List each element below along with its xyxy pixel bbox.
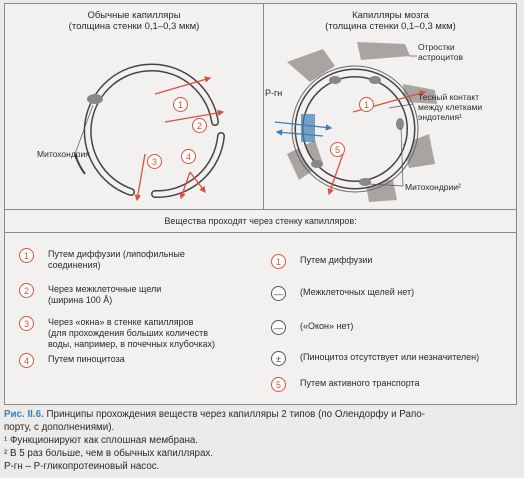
figure-caption bbox=[4, 408, 520, 473]
section-divider-2 bbox=[5, 232, 516, 233]
caption-line-2: порту, с дополнениями). bbox=[4, 422, 115, 433]
pgp-pump bbox=[301, 114, 315, 142]
brain-capillary bbox=[275, 42, 437, 202]
diagram-mark-r5: 5 bbox=[330, 142, 345, 157]
mito-label-right: Митохондрии² bbox=[405, 182, 461, 192]
right-list-item-2: — (Межклеточных щелей нет) bbox=[271, 286, 414, 301]
caption-line-1: Принципы прохождения веществ через капилляры 2 типов (по Олендорфу и Рапо- bbox=[43, 409, 425, 420]
diagram-mark-3: 3 bbox=[147, 154, 162, 169]
left-panel-title: Обычные капилляры bbox=[87, 10, 181, 21]
diagram-mark-1: 1 bbox=[173, 97, 188, 112]
right-panel-subtitle: (толщина стенки 0,1–0,3 мкм) bbox=[325, 21, 456, 32]
caption-note-2: ² В 5 раз больше, чем в обычных капиллярах. bbox=[4, 448, 214, 459]
figure-frame bbox=[4, 3, 517, 405]
right-list-item-3: — («Окон» нет) bbox=[271, 320, 353, 335]
left-list-item-3: 3 Через «окна» в стенке капилляров (для прохождения больших количеств воды, например, в почечных клубочках) bbox=[19, 316, 215, 350]
right-list-item-4: ± (Пиноцитоз отсутствует или незначителен) bbox=[271, 351, 479, 366]
diagram-mark-2: 2 bbox=[192, 118, 207, 133]
caption-note-1: ¹ Функционируют как сплошная мембрана. bbox=[4, 435, 199, 446]
diagram-mark-4: 4 bbox=[181, 149, 196, 164]
section-divider bbox=[5, 209, 516, 210]
tight-junction-label: Тесный контакт между клетками эндотелия¹ bbox=[418, 92, 483, 122]
caption-fig-number: Рис. II.6. bbox=[4, 409, 44, 420]
mito-label-left: Митохондрия bbox=[37, 149, 90, 159]
middle-title: Вещества проходят через стенку капилляров: bbox=[164, 216, 357, 226]
normal-capillary bbox=[75, 67, 223, 200]
left-list-item-4: 4 Путем пиноцитоза bbox=[19, 353, 125, 368]
pgn-label: Р-гн bbox=[265, 88, 283, 98]
left-list-item-1: 1 Путем диффузии (липофильные соединения) bbox=[19, 248, 185, 271]
caption-note-3: Р-гн – Р-гликопротеиновый насос. bbox=[4, 461, 160, 472]
right-list-item-1: 1 Путем диффузии bbox=[271, 254, 372, 269]
left-panel-subtitle: (толщина стенки 0,1–0,3 мкм) bbox=[68, 21, 200, 32]
right-list-item-5: 5 Путем активного транспорта bbox=[271, 377, 420, 392]
astro-label: Отростки астроцитов bbox=[418, 42, 463, 62]
left-list-item-2: 2 Через межклеточные щели (ширина 100 Å) bbox=[19, 283, 161, 306]
right-panel-title: Капилляры мозга bbox=[352, 10, 429, 21]
mitochondrion bbox=[87, 94, 103, 104]
diagram-mark-r1: 1 bbox=[359, 97, 374, 112]
